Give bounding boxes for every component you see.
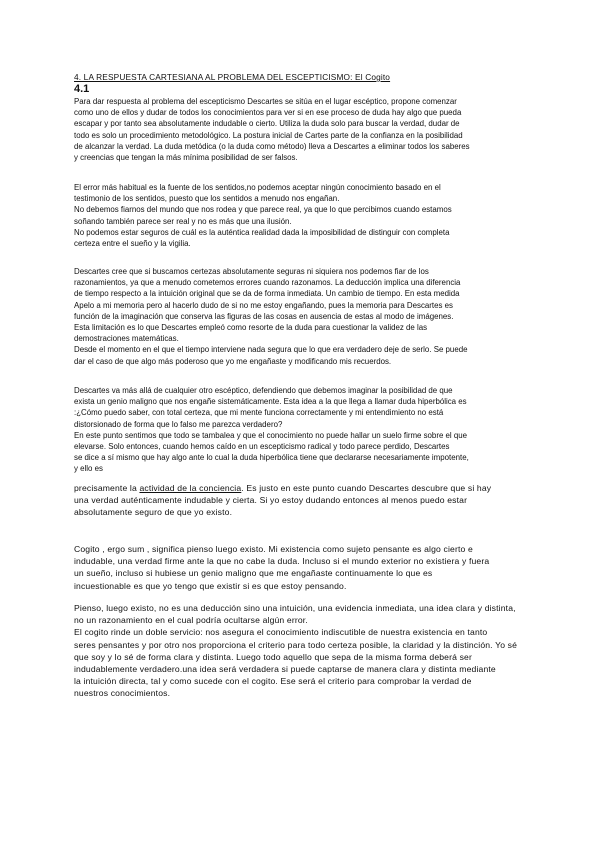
text-line: En este punto sentimos que todo se tambalea y que el conocimiento no puede hallar un suelo firme sobre el que: [74, 430, 468, 440]
text-line: un sueño, incluso si hubiese un genio maligno que me engañaste continuamente lo que es: [74, 568, 433, 579]
paragraph-3: [74, 266, 536, 367]
text-line: indudablemente verdadero.una idea será verdadera si puede captarse de manera clara y distinta mediante: [74, 664, 496, 675]
text-line: distorsionado de forma que lo falso me parezca verdadero?: [74, 419, 283, 429]
text-line: seres pensantes y por otro nos proporciona el criterio para todo certeza posible, la claridad y la distinción. Yo sé: [74, 639, 518, 650]
text-line: de alcanzar la verdad. La duda metódica (o la duda como método) lleva a Descartes a eliminar todos los saberes: [74, 141, 470, 151]
text-line: [74, 482, 536, 494]
text-line: demostraciones matemáticas.: [74, 334, 179, 344]
text-line: Cogito , ergo sum , significa pienso luego existo. Mi existencia como sujeto pensante es algo cierto e: [74, 544, 473, 554]
text-line: razonamientos, ya que a menudo cometemos errores cuando razonamos. La deducción implica una diferencia: [74, 278, 461, 288]
text-line: se dice a sí mismo que hay algo ante lo cual la duda hiperbólica tiene que declararse necesariamente impotente,: [74, 453, 469, 463]
section-number: 4.1: [74, 83, 90, 95]
paragraph-6: [74, 602, 536, 700]
text-line: Desde el momento en el que el tiempo interviene nada segura que lo que era verdadero deje de serlo. Se puede: [74, 345, 468, 355]
text-line: dar el caso de que algo más poderoso que yo me engañaste y modificando mis recuerdos.: [74, 356, 392, 366]
text-line: soñando también parece ser real y no es más que una ilusión.: [74, 216, 292, 226]
text-line: indudable, una verdad firme ante la que no cabe la duda. Incluso si el mundo exterior no existiera y fuera: [74, 556, 490, 567]
paragraph-2: [74, 182, 536, 249]
paragraph-4: [74, 385, 536, 475]
text-line: :¿Cómo puedo saber, con total certeza, que mi mente funciona correctamente y mi entendimiento no está: [74, 408, 444, 418]
paragraph-5: [74, 543, 536, 592]
section-title: 4. LA RESPUESTA CARTESIANA AL PROBLEMA DEL ESCEPTICISMO: El Cogito: [74, 72, 391, 82]
text-line: No debemos fiarnos del mundo que nos rodea y que parece real, ya que lo que percibimos cuando estamos: [74, 205, 452, 215]
text-line: certeza entre el sueño y la vigilia.: [74, 239, 191, 249]
underlined-phrase: actividad de la conciencia: [139, 483, 242, 493]
text-line: testimonio de los sentidos, puesto que los sentidos a menudo nos engañan.: [74, 194, 340, 204]
text-line: y ello es: [74, 464, 103, 474]
text-line: Apelo a mi memoria pero al hacerlo dudo de si no me estoy engañando, pues la memoria para Descartes es: [74, 300, 453, 310]
text-line: nuestros conocimientos.: [74, 688, 171, 699]
text-line: función de la imaginación que conserva las figuras de las cosas en ausencia de estas al modo de imágenes.: [74, 311, 454, 321]
text-line: una verdad auténticamente indudable y cierta. Si yo estoy dudando entonces al menos puedo estar: [74, 495, 468, 506]
text-line: y creencias que tengan la más mínima posibilidad de ser falsos.: [74, 153, 298, 163]
text-line: elevarse. Solo entonces, cuando hemos caído en un escepticismo radical y todo parece perdido, Descartes: [74, 442, 450, 452]
text-line: El cogito rinde un doble servicio: nos asegura el conocimiento indiscutible de nuestra existencia en tanto: [74, 627, 488, 638]
text-line: todo es solo un procedimiento metodológico. La postura inicial de Cartes parte de la confianza en la posibilidad: [74, 130, 463, 140]
text-segment: precisamente la: [74, 483, 140, 493]
text-line: incuestionable es que yo tengo que existir si es que estoy pensando.: [74, 580, 347, 591]
text-line: la intuición directa, tal y como sucede con el cogito. Ese será el criterio para comprobar la verdad de: [74, 676, 472, 687]
text-line: Esta limitación es lo que Descartes empleó como resorte de la duda para cuestionar la validez de las: [74, 323, 428, 333]
paragraph-4-continued: [74, 482, 536, 519]
text-line: Descartes cree que si buscamos certezas absolutamente seguras ni siquiera nos podemos fiar de los: [74, 267, 429, 276]
text-line: escapar y por tanto sea absolutamente indudable o cierto. Utiliza la duda solo para buscar la verdad, dudar de: [74, 119, 460, 129]
paragraph-1: [74, 96, 536, 163]
text-segment: . Es justo en este punto cuando Descartes descubre que si hay: [241, 483, 492, 493]
text-line: Pienso, luego existo, no es una deducción sino una intuición, una evidencia inmediata, una idea clara y distinta,: [74, 603, 516, 613]
text-line: exista un genio maligno que nos engañe sistemáticamente. Esta idea a la que llega a llamar duda hiperbólica es: [74, 397, 467, 407]
text-line: Para dar respuesta al problema del escepticismo Descartes se sitúa en el lugar escéptico, propone comenzar: [74, 97, 457, 106]
text-line: absolutamente seguro de que yo existo.: [74, 507, 233, 518]
text-line: que soy y lo sé de forma clara y distinta. Luego todo aquello que sepa de la misma forma deberá ser: [74, 651, 472, 662]
text-line: no un razonamiento en el cual podría ocultarse algún error.: [74, 615, 308, 626]
text-line: El error más habitual es la fuente de los sentidos,no podemos aceptar ningún conocimiento basado en el: [74, 183, 441, 192]
text-line: Descartes va más allá de cualquier otro escéptico, defendiendo que debemos imaginar la posibilidad de que: [74, 386, 453, 395]
text-line: No podemos estar seguros de cuál es la auténtica realidad dada la imposibilidad de distinguir con completa: [74, 227, 450, 237]
text-line: de tiempo respecto a la intuición original que se da de forma inmediata. Un cambio de tiempo. En esta medida: [74, 289, 460, 299]
text-line: como uno de ellos y dudar de todos los conocimientos para ver si en ese proceso de duda hay algo que pueda: [74, 108, 462, 118]
